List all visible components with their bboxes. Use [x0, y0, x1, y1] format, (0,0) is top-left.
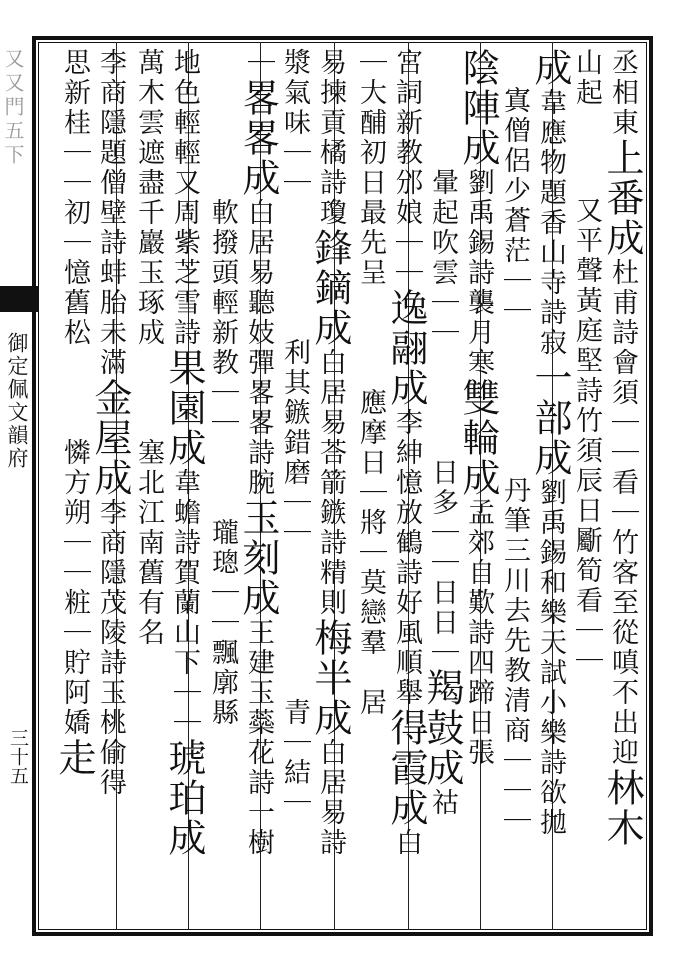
column-text-segment: 韋蟾詩賀蘭山下｜｜ [169, 468, 200, 738]
column-text-segment: 軟撥頭輕新教｜｜ [207, 198, 238, 438]
headword-segment: 上番成 [600, 138, 644, 258]
column-text-segment: 白 [391, 828, 422, 858]
column-text-segment: 思新桂｜｜初｜憶舊松 [59, 48, 90, 348]
spine-faint-title: 又又門五下 [1, 48, 25, 168]
column-text-segment: 白居易荅箭鏃詩精則 [315, 348, 346, 618]
headword-segment: 鋒鏑成 [308, 228, 352, 348]
headword-segment: 得霞成 [384, 708, 428, 828]
headword-segment: 陰陣成 [456, 48, 500, 168]
column-text-segment: 白居易詩 [315, 738, 346, 858]
column-text-segment: 居 [355, 688, 386, 718]
column-text-segment: 青｜結｜ [279, 698, 310, 818]
headword-segment: 金屋成 [88, 378, 132, 498]
headword-segment: 雙輪成 [456, 378, 500, 498]
column-text-segment: 寘僧侶少蒼茫｜｜ [499, 86, 530, 326]
column-text-segment: 應摩日｜將｜莫戀羣 [355, 388, 386, 658]
column-text-segment: 宮詞新教邠娘｜｜ [391, 48, 422, 288]
headword-segment: 逸翮成 [384, 288, 428, 408]
spine-book-title: 御定佩文韻府 [5, 332, 29, 470]
folio-number: 三十五 [7, 728, 29, 785]
column-text-segment: ｜大酺初日最先呈 [355, 48, 386, 288]
column-text-segment: 杜甫詩會須｜｜看｜竹客至從嗔不出迎 [607, 258, 638, 768]
column-text-segment: 地色輕輕又周紫芝雪詩 [169, 48, 200, 348]
column-text-segment: 李紳憶放鶴詩好風順舉 [391, 408, 422, 708]
headword-segment: 果園成 [162, 348, 206, 468]
headword-segment: 羯鼓成 [420, 668, 464, 788]
headword-segment: 畧畧成 [236, 78, 280, 198]
column-text-segment: 韋應物題香山寺詩寂 [535, 88, 566, 358]
column-text-segment: 塞北江南舊有名 [133, 438, 164, 648]
column-text-segment: ｜ [243, 48, 274, 78]
column-text-segment: 孟郊自歎詩四蹄日 [463, 498, 494, 738]
column-text-segment: 祜 [427, 788, 458, 818]
column-text-segment: 劉禹錫詩襲月寒 [463, 168, 494, 378]
column-text-segment: 易揀貢橘詩瓊 [315, 48, 346, 228]
column-text-segment: 李商隱茂陵詩玉桃偷得 [95, 498, 126, 798]
column-text-segment: 瓏璁｜｜飄廓縣 [207, 518, 238, 728]
column-text-segment: 張 [463, 738, 494, 768]
column-text-segment: 白居易聽妓彈畧畧詩腕 [243, 198, 274, 498]
column-text-segment: 丞相東 [607, 48, 638, 138]
column-text-segment: 漿氣味｜｜ [279, 48, 310, 198]
column-text-segment: 日多｜｜日日｜ [427, 458, 458, 668]
column-text-segment: 王建玉蘂花詩一樹 [243, 618, 274, 858]
column-text-segment: 丹筆三川去先教清商｜｜｜ [499, 476, 530, 836]
column-text-segment: 山起 [571, 48, 602, 108]
headword-segment: 成 [528, 48, 572, 88]
column-text-segment: 暈起吹雲｜｜ [427, 168, 458, 348]
headword-segment: 走 [52, 738, 96, 778]
headword-segment: 玉刻成 [236, 498, 280, 618]
column-text-segment: 萬木雲遮盡千巖玉琢成 [133, 48, 164, 348]
headword-segment: 林木 [600, 768, 644, 848]
page-spine [1, 36, 32, 936]
column-text-segment: 又平聲黃庭堅詩竹須辰日斸筍看｜｜ [571, 196, 602, 676]
column-text-segment: 利其鏃錯磨｜｜ [279, 338, 310, 548]
column-text-segment: 憐方朔｜｜粧｜貯阿嬌 [59, 438, 90, 738]
headword-segment: 梅半成 [308, 618, 352, 738]
text-column-16 [44, 48, 104, 926]
headword-segment: 琥珀成 [162, 738, 206, 858]
column-text-segment: 李商隱題僧壁詩蚌胎未滿 [95, 48, 126, 378]
headword-segment: 一部成 [528, 358, 572, 478]
column-text-segment: 劉禹錫和樂天試小樂詩欲拋 [535, 478, 566, 838]
